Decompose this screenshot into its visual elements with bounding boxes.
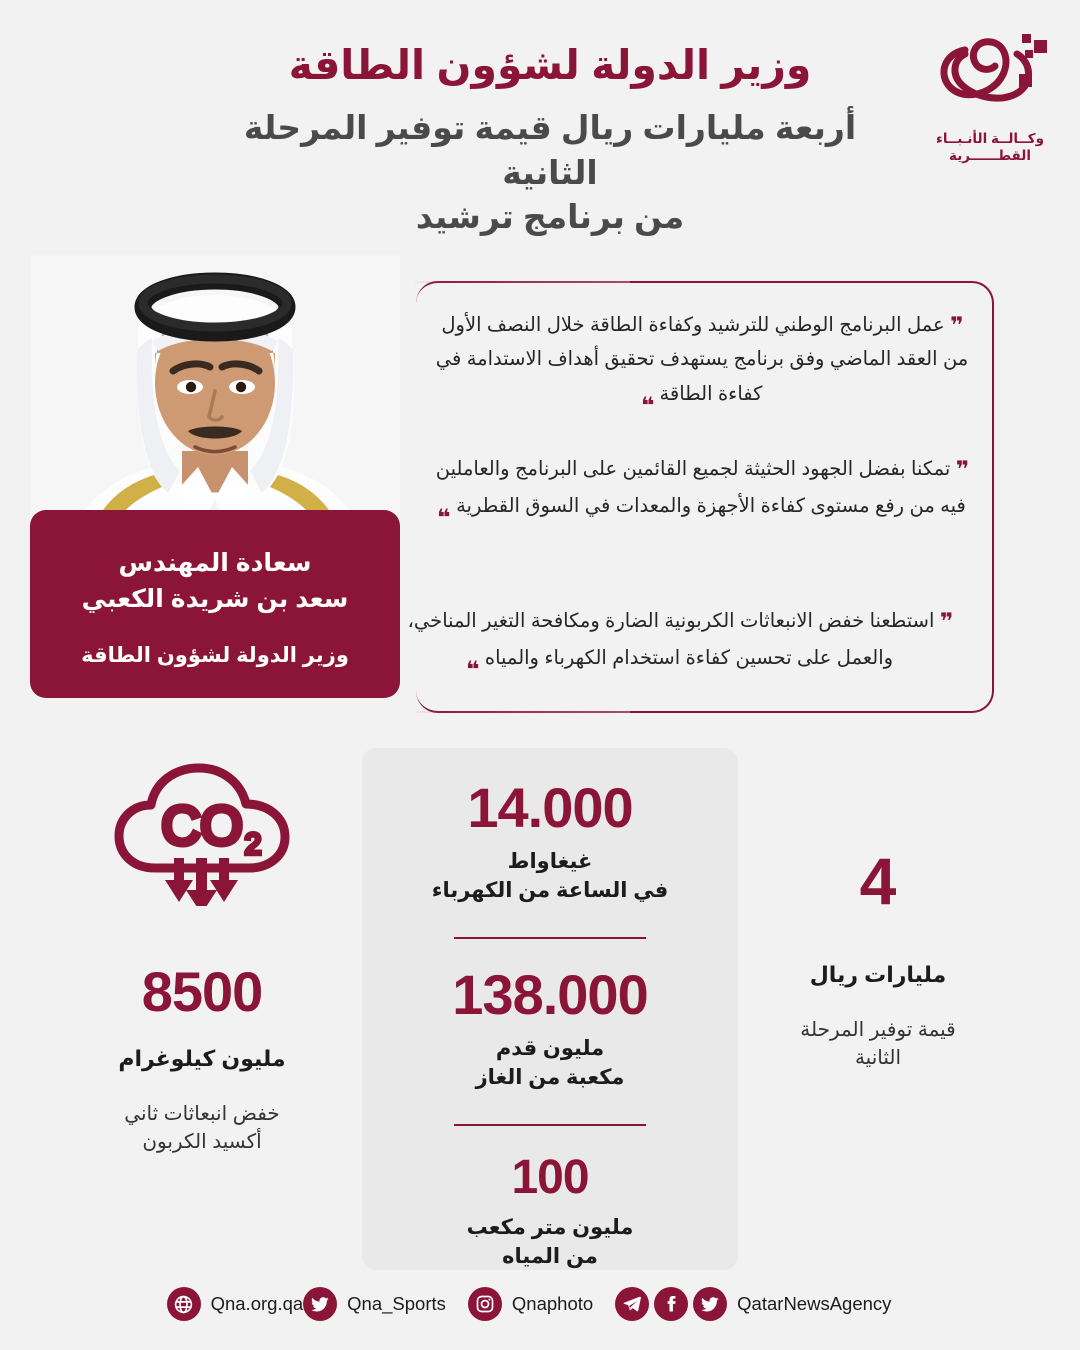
- page-subtitle: [225, 106, 875, 240]
- social-group-website: [167, 1287, 304, 1321]
- stat-card-electricity: [386, 776, 714, 905]
- globe-icon[interactable]: [167, 1287, 201, 1321]
- stat-value: 8500: [141, 960, 263, 1023]
- instagram-icon[interactable]: [468, 1287, 502, 1321]
- stat-unit: مليارات ريال: [809, 962, 947, 987]
- social-group-qnasports: [303, 1287, 446, 1321]
- footer-social-bar: [0, 1258, 1080, 1350]
- quote-mark-close-icon: ❞: [955, 456, 969, 482]
- stat-value: 100: [511, 1151, 589, 1205]
- svg-text:2: 2: [244, 828, 262, 861]
- social-handle[interactable]: QatarNewsAgency: [737, 1293, 892, 1314]
- stat-card-co2: [52, 758, 352, 1157]
- quote-mark-open-icon: ❞: [641, 382, 655, 409]
- divider: [454, 937, 646, 939]
- qna-atom-logo-icon: [925, 24, 1055, 128]
- social-handle[interactable]: Qna.org.qa: [210, 1293, 304, 1314]
- quote-item: [432, 307, 972, 413]
- stat-unit-line-2: في الساعة من الكهرباء: [431, 878, 669, 902]
- svg-text:CO: CO: [161, 796, 243, 856]
- quote-mark-open-icon: ❞: [466, 646, 480, 673]
- qna-logo: [925, 24, 1055, 174]
- divider: [454, 1124, 646, 1126]
- logo-line-2: القطــــــرية: [949, 148, 1031, 164]
- stat-value: 14.000: [467, 776, 633, 839]
- stat-unit: [386, 848, 714, 905]
- stat-value: 138.000: [452, 963, 648, 1027]
- stat-desc-line-1: خفض انبعاثات ثاني: [124, 1103, 280, 1125]
- minister-portrait-photo: [30, 255, 400, 545]
- co2-cloud-down-arrows-icon: [107, 758, 297, 906]
- quote-mark-close-icon: ❞: [939, 608, 953, 634]
- person-name: [30, 546, 400, 617]
- quote-text: استطعنا خفض الانبعاثات الكربونية الضارة ومكافحة التغير المناخي، والعمل على تحسين كفاءة استخدام الكهرباء والمياه: [407, 610, 935, 670]
- stat-desc-line-2: الثانية: [854, 1047, 902, 1070]
- logo-line-1: وكــالــة الأنـبــاء: [936, 131, 1044, 146]
- title-block: [225, 40, 875, 240]
- quote-mark-open-icon: ❞: [438, 494, 451, 521]
- stat-card-water: [386, 1151, 714, 1271]
- facebook-icon[interactable]: [654, 1287, 688, 1321]
- person-name-card: [30, 510, 400, 698]
- person-honorific: سعادة المهندس: [118, 549, 312, 577]
- quote-item: [380, 603, 980, 678]
- stat-card-gas: [386, 963, 714, 1092]
- page-title: وزير الدولة لشؤون الطاقة: [288, 42, 812, 88]
- quote-mark-close-icon: ❞: [950, 312, 963, 338]
- stat-unit: [386, 1035, 714, 1092]
- quote-text: تمكنا بفضل الجهود الحثيثة لجميع القائمين على البرنامج والعاملين فيه من رفع مستوى كفاءة الأجهزة والمعدات في السوق القطرية: [435, 458, 966, 518]
- stat-card-savings: [728, 844, 1028, 1073]
- quotes-panel: [407, 281, 994, 713]
- social-handle[interactable]: Qna_Sports: [347, 1293, 446, 1314]
- stat-value: 4: [859, 844, 897, 918]
- stat-unit-line-1: غيغاواط: [507, 850, 593, 873]
- stat-unit-line-1: مليون قدم: [495, 1037, 605, 1061]
- stat-description: [728, 1016, 1028, 1073]
- stat-unit-line-1: مليون متر مكعب: [466, 1216, 634, 1240]
- stat-unit-line-2: من المياه: [502, 1244, 598, 1268]
- social-handle[interactable]: Qnaphoto: [511, 1293, 594, 1314]
- stat-desc-line-2: أكسيد الكربون: [142, 1131, 262, 1154]
- telegram-icon[interactable]: [615, 1287, 649, 1321]
- qna-logo-text: [925, 130, 1055, 165]
- social-group-qnaphoto: [468, 1287, 593, 1321]
- twitter-icon[interactable]: [303, 1287, 337, 1321]
- stat-unit: مليون كيلوغرام: [118, 1046, 286, 1071]
- quote-item: [432, 451, 972, 526]
- subtitle-line-2: من برنامج ترشيد: [415, 198, 685, 236]
- stats-center-panel: [362, 748, 738, 1270]
- person-role: وزير الدولة لشؤون الطاقة: [81, 644, 349, 667]
- social-group-qatarnewsagency: [615, 1287, 891, 1321]
- quote-text: عمل البرنامج الوطني للترشيد وكفاءة الطاقة خلال النصف الأول من العقد الماضي وفق برنامج يستهدف تحقيق أهداف الاستدامة في كفاءة الطاقة: [435, 314, 969, 405]
- person-fullname: سعد بن شريدة الكعبي: [81, 584, 349, 613]
- stat-unit-line-2: مكعبة من الغاز: [475, 1065, 625, 1089]
- stat-desc-line-1: قيمة توفير المرحلة: [800, 1019, 956, 1041]
- stat-description: [52, 1100, 352, 1157]
- header: [0, 0, 1080, 235]
- subtitle-line-1: أربعة مليارات ريال قيمة توفير المرحلة الثانية: [243, 109, 857, 191]
- twitter-icon[interactable]: [693, 1287, 727, 1321]
